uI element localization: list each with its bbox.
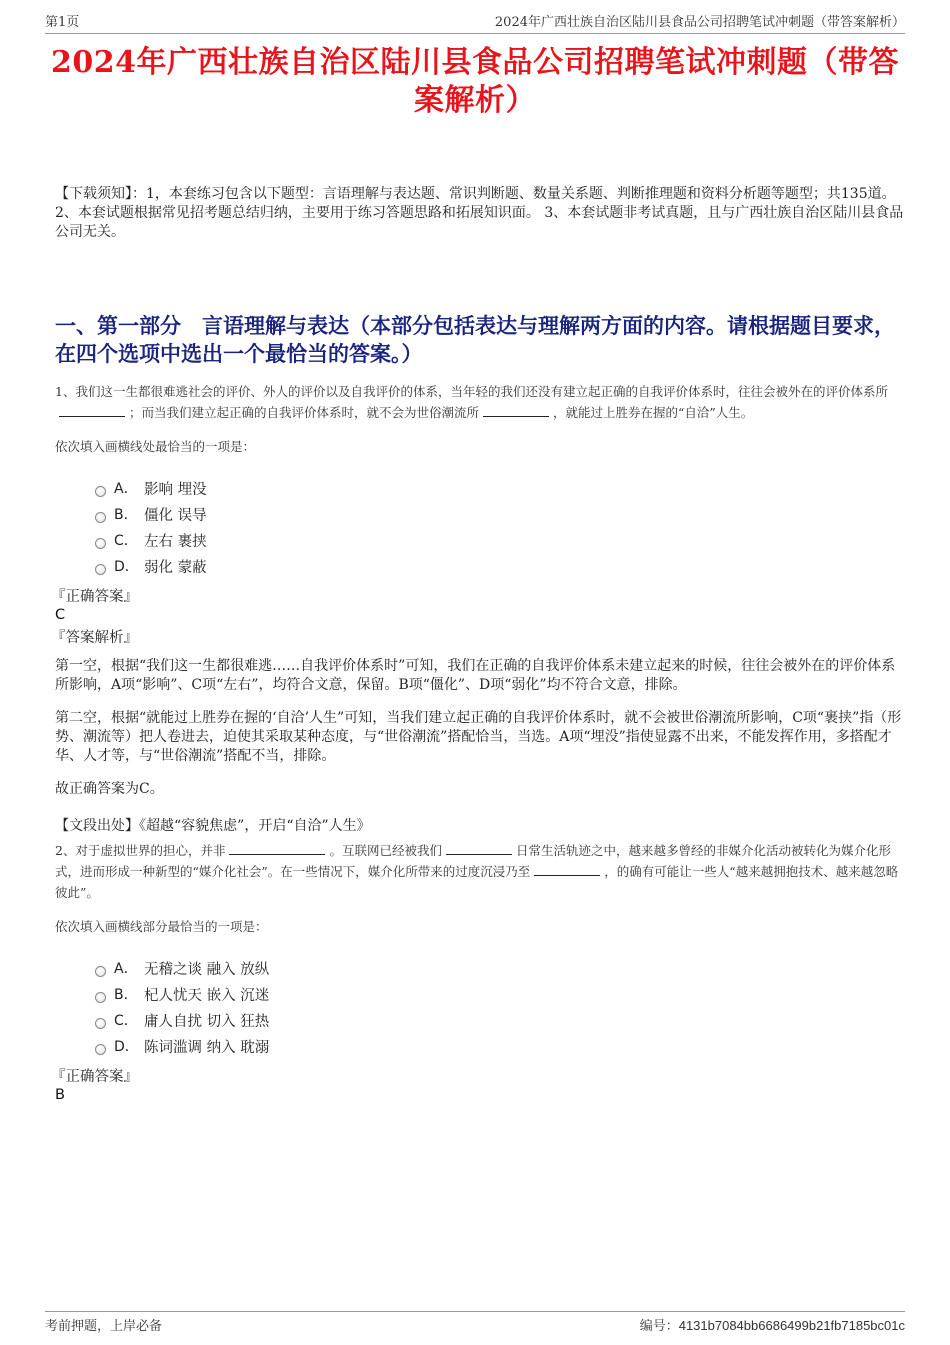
passage-source: 【文段出处】《超越“容貌焦虑”，开启“自洽”人生》 [55,818,371,834]
radio-button-icon[interactable] [95,1018,106,1029]
document-id [640,1315,905,1334]
option-b[interactable] [95,501,905,527]
option-letter: B． [114,987,138,1003]
question-1 [51,381,905,835]
page-header [45,12,905,34]
option-d[interactable] [95,553,905,579]
option-letter: D． [114,559,139,575]
stem-text: 。互联网已经被我们 [329,843,442,858]
stem-text: ；而当我们建立起正确的自我评价体系时，就不会为世俗潮流所 [129,405,480,420]
radio-button-icon[interactable] [95,512,106,523]
option-c[interactable] [95,1007,905,1033]
option-text: 庸人自扰 切入 狂热 [144,1013,270,1030]
question-prompt: 依次填入画横线处最恰当的一项是： [55,439,256,454]
option-letter: B． [114,507,138,523]
option-text: 影响 埋没 [144,481,207,498]
option-text: 僵化 误导 [144,507,207,524]
question-stem [55,381,905,423]
correct-answer-label: 『正确答案』 [51,1069,138,1085]
download-notice: 【下载须知】：1，本套练习包含以下题型：言语理解与表达题、常识判断题、数量关系题、判断推理题和资料分析题等题型；共135道。 2、本套试题根据常见招考题总结归纳，主要用于练习答题思路和拓展知识面。 3、本套试题非考试真题，且与广西壮族自治区陆川县食品公司无关。 [55,186,904,240]
option-list [95,475,905,579]
option-text: 陈词滥调 纳入 耽溺 [144,1039,270,1056]
option-c[interactable] [95,527,905,553]
page-footer [45,1311,905,1334]
question-2 [51,840,905,1104]
option-text: 左右 裹挟 [144,533,207,550]
radio-button-icon[interactable] [95,966,106,977]
option-a[interactable] [95,475,905,501]
option-d[interactable] [95,1033,905,1059]
correct-answer: B [55,1087,65,1103]
document-id-value: 4131b7084bb6686499b21fb7185bc01c [678,1318,905,1333]
analysis-label: 『答案解析』 [51,630,138,646]
radio-button-icon[interactable] [95,538,106,549]
stem-text: 日常生活轨迹之中，越来越多曾经的非媒介化活动被转化为媒介化形式，进而形成一种新型的“媒介化社会”。在一些情况下，媒介化所带来的过度沉浸乃至 [55,843,891,879]
correct-answer-label: 『正确答案』 [51,589,138,605]
option-list [95,955,905,1059]
footer-slogan: 考前押题，上岸必备 [45,1319,163,1334]
option-letter: A． [114,481,138,497]
stem-text: 1、我们这一生都很难逃社会的评价、外人的评价以及自我评价的体系，当年轻的我们还没有建立起正确的自我评价体系时，往往会被外在的评价体系所 [55,384,888,399]
section-heading: 一、第一部分 言语理解与表达（本部分包括表达与理解两方面的内容。请根据题目要求，在四个选项中选出一个最恰当的答案。） [55,313,895,366]
option-text: 杞人忧天 嵌入 沉迷 [144,987,270,1004]
stem-text: 2、对于虚拟世界的担心，并非 [55,843,226,858]
document-id-label: 编号： [639,1319,679,1334]
option-text: 弱化 蒙蔽 [144,559,207,576]
option-b[interactable] [95,981,905,1007]
analysis-paragraph: 第一空，根据“我们这一生都很难逃……自我评价体系时”可知，我们在正确的自我评价体系未建立起来的时候，往往会被外在的评价体系所影响，A项“影响”、C项“左右”，均符合文意，保留。B项“僵化”、D项“弱化”均不符合文意，排除。 [55,658,896,693]
fill-blank [483,404,549,417]
stem-text: ，就能过上胜券在握的“自洽”人生。 [553,405,754,420]
radio-button-icon[interactable] [95,486,106,497]
fill-blank [534,863,600,876]
option-letter: A． [114,961,138,977]
document-title: 2024年广西壮族自治区陆川县食品公司招聘笔试冲刺题（带答案解析） [51,45,899,118]
option-text: 无稽之谈 融入 放纵 [144,961,270,978]
answer-analysis [55,657,905,799]
question-prompt: 依次填入画横线部分最恰当的一项是： [55,919,268,934]
option-letter: C． [114,1013,138,1029]
running-title: 2024年广西壮族自治区陆川县食品公司招聘笔试冲刺题（带答案解析） [494,15,905,30]
fill-blank [59,404,125,417]
stem-text: ，的确有可能让一些人“越来越拥抱技术、越来越忽略彼此”。 [55,864,899,900]
option-letter: D． [114,1039,139,1055]
fill-blank [446,842,512,855]
correct-answer: C [55,607,66,623]
fill-blank [229,842,325,855]
analysis-paragraph: 故正确答案为C。 [55,781,164,797]
radio-button-icon[interactable] [95,1044,106,1055]
analysis-paragraph: 第二空，根据“就能过上胜券在握的‘自洽’人生”可知，当我们建立起正确的自我评价体系时，就不会被世俗潮流所影响，C项“裹挟”指（形势、潮流等）把人卷进去，迫使其采取某种态度，与“世俗潮流”搭配恰当，当选。A项“埋没”指使显露不出来，不能发挥作用，多搭配才华、人才等，与“世俗潮流”搭配不当，排除。 [55,710,902,764]
question-stem [55,840,905,903]
option-letter: C． [114,533,138,549]
radio-button-icon[interactable] [95,564,106,575]
page-number: 第1页 [45,15,80,30]
option-a[interactable] [95,955,905,981]
radio-button-icon[interactable] [95,992,106,1003]
